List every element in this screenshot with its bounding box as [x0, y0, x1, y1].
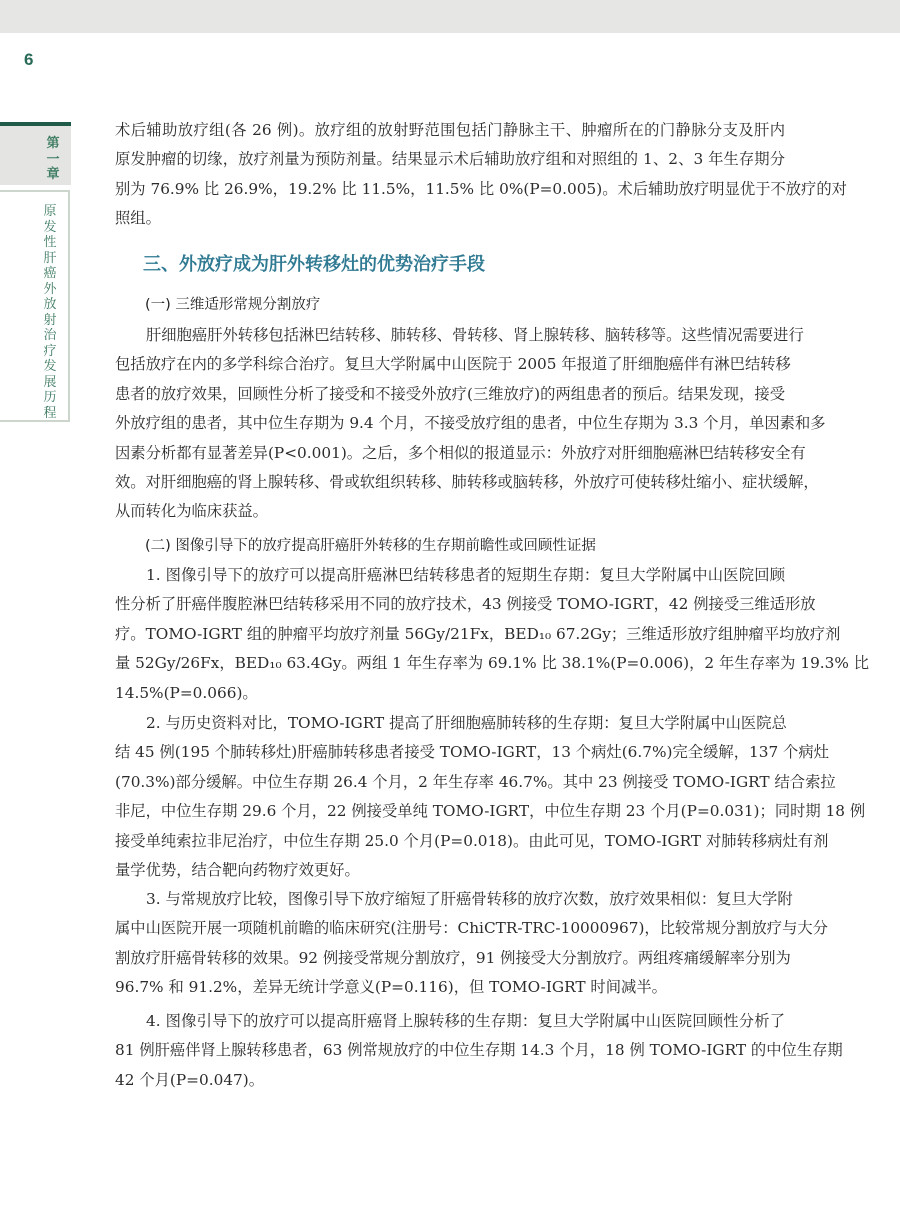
text-line: 81 例肝癌伴肾上腺转移患者，63 例常规放疗的中位生存期 14.3 个月，18 例 TOMO-IGRT 的中位生存期 [115, 1041, 843, 1060]
paragraph-extrahepatic-metastasis [115, 321, 826, 527]
text-line: 1. 图像引导下的放疗可以提高肝癌淋巴结转移患者的短期生存期：复旦大学附属中山医院回顾 [146, 566, 785, 584]
text-line: 肝细胞癌肝外转移包括淋巴结转移、肺转移、骨转移、肾上腺转移、脑转移等。这些情况需要进行 [146, 326, 804, 344]
vertical-char: 射 [43, 312, 57, 328]
text-line: 非尼，中位生存期 29.6 个月，22 例接受单纯 TOMO-IGRT，中位生存期 23 个月(P=0.031)；同时期 18 例 [115, 802, 866, 821]
text-line: 4. 图像引导下的放疗可以提高肝癌肾上腺转移的生存期：复旦大学附属中山医院回顾性分析了 [146, 1012, 785, 1030]
text-line: 性分析了肝癌伴腹腔淋巴结转移采用不同的放疗技术，43 例接受 TOMO-IGRT，42 例接受三维适形放 [115, 595, 816, 614]
text-line: 原发肿瘤的切缘，放疗剂量为预防剂量。结果显示术后辅助放疗组和对照组的 1、2、3 年生存期分 [115, 150, 785, 169]
vertical-char: 癌 [43, 266, 57, 281]
text-line: 14.5%(P=0.066)。 [115, 683, 258, 702]
top-margin-band [0, 0, 900, 33]
text-line: 3. 与常规放疗比较，图像引导下放疗缩短了肝癌骨转移的放疗次数，放疗效果相似：复旦大学附 [146, 890, 793, 908]
subsection-heading-1: (一) 三维适形常规分割放疗 [145, 297, 321, 313]
text-line: 量 52Gy/26Fx，BED₁₀ 63.4Gy。两组 1 年生存率为 69.1% 比 38.1%(P=0.006)，2 年生存率为 19.3% 比 [115, 654, 870, 673]
text-line: 割放疗肝癌骨转移的效果。92 例接受常规分割放疗，91 例接受大分割放疗。两组疼痛缓解率分别为 [115, 948, 791, 967]
section-heading: 三、外放疗成为肝外转移灶的优势治疗手段 [143, 254, 485, 275]
vertical-char: 发 [43, 359, 57, 374]
vertical-char: 治 [43, 328, 57, 343]
vertical-char: 肝 [43, 250, 57, 266]
vertical-char: 一 [46, 151, 60, 167]
vertical-char: 疗 [43, 343, 57, 359]
vertical-char: 程 [43, 405, 57, 421]
vertical-char: 性 [43, 235, 57, 250]
vertical-char: 放 [43, 297, 57, 312]
chapter-tab [0, 126, 71, 185]
text-line: 照组。 [115, 209, 161, 228]
book-title-label [42, 204, 58, 421]
text-line: 外放疗组的患者，其中位生存期为 9.4 个月，不接受放疗组的患者，中位生存期为 3.3 个月，单因素和多 [115, 414, 826, 433]
vertical-char: 章 [46, 167, 60, 182]
text-line: (70.3%)部分缓解。中位生存期 26.4 个月，2 年生存率 46.7%。其中 23 例接受 TOMO-IGRT 结合索拉 [115, 772, 836, 791]
text-line: 疗。TOMO-IGRT 组的肿瘤平均放疗剂量 56Gy/21Fx，BED₁₀ 67.2Gy；三维适形放疗组肿瘤平均放疗剂 [115, 624, 841, 643]
text-line: 效。对肝细胞癌的肾上腺转移、骨或软组织转移、肺转移或脑转移，外放疗可使转移灶缩小、症状缓解， [115, 472, 819, 491]
text-line: 别为 76.9% 比 26.9%，19.2% 比 11.5%，11.5% 比 0%(P=0.005)。术后辅助放疗明显优于不放疗的对 [115, 179, 847, 198]
subsection-heading-2: (二) 图像引导下的放疗提高肝癌肝外转移的生存期前瞻性或回顾性证据 [145, 538, 596, 554]
text-line: 量学优势，结合靶向药物疗效更好。 [115, 860, 360, 879]
text-line: 接受单纯索拉非尼治疗，中位生存期 25.0 个月(P=0.018)。由此可见，TOMO-IGRT 对肺转移病灶有剂 [115, 831, 829, 850]
text-line: 42 个月(P=0.047)。 [115, 1070, 265, 1089]
vertical-char: 展 [43, 374, 57, 390]
text-line: 包括放疗在内的多学科综合治疗。复旦大学附属中山医院于 2005 年报道了肝细胞癌伴有淋巴结转移 [115, 355, 791, 374]
paragraph-lung [115, 709, 866, 885]
text-line: 术后辅助放疗组(各 26 例)。放疗组的放射野范围包括门静脉主干、肿瘤所在的门静脉分支及肝内 [115, 121, 785, 139]
page-number: 6 [24, 50, 34, 69]
vertical-char: 历 [43, 390, 57, 405]
book-title-tab [0, 190, 70, 422]
text-line: 因素分析都有显著差异(P<0.001)。之后，多个相似的报道显示：外放疗对肝细胞癌淋巴结转移安全有 [115, 443, 806, 462]
chapter-label [45, 136, 61, 183]
paragraph-adrenal [115, 1007, 843, 1095]
paragraph-lymph-node [115, 561, 870, 708]
text-line: 从而转化为临床获益。 [115, 502, 268, 521]
text-line: 2. 与历史资料对比，TOMO-IGRT 提高了肝细胞癌肺转移的生存期：复旦大学附属中山医院总 [146, 714, 787, 732]
vertical-char: 发 [43, 219, 57, 235]
text-line: 结 45 例(195 个肺转移灶)肝癌肺转移患者接受 TOMO-IGRT，13 个病灶(6.7%)完全缓解，137 个病灶 [115, 743, 829, 762]
vertical-char: 第 [46, 136, 60, 151]
paragraph-intro-continued [115, 116, 847, 234]
text-line: 属中山医院开展一项随机前瞻的临床研究(注册号：ChiCTR-TRC-10000967)，比较常规分割放疗与大分 [115, 919, 828, 938]
vertical-char: 外 [43, 281, 57, 297]
vertical-char: 原 [43, 204, 57, 219]
text-line: 患者的放疗效果，回顾性分析了接受和不接受外放疗(三维放疗)的两组患者的预后。结果发现，接受 [115, 384, 785, 403]
text-line: 96.7% 和 91.2%，差异无统计学意义(P=0.116)，但 TOMO-IGRT 时间减半。 [115, 978, 667, 997]
paragraph-bone [115, 885, 828, 1003]
